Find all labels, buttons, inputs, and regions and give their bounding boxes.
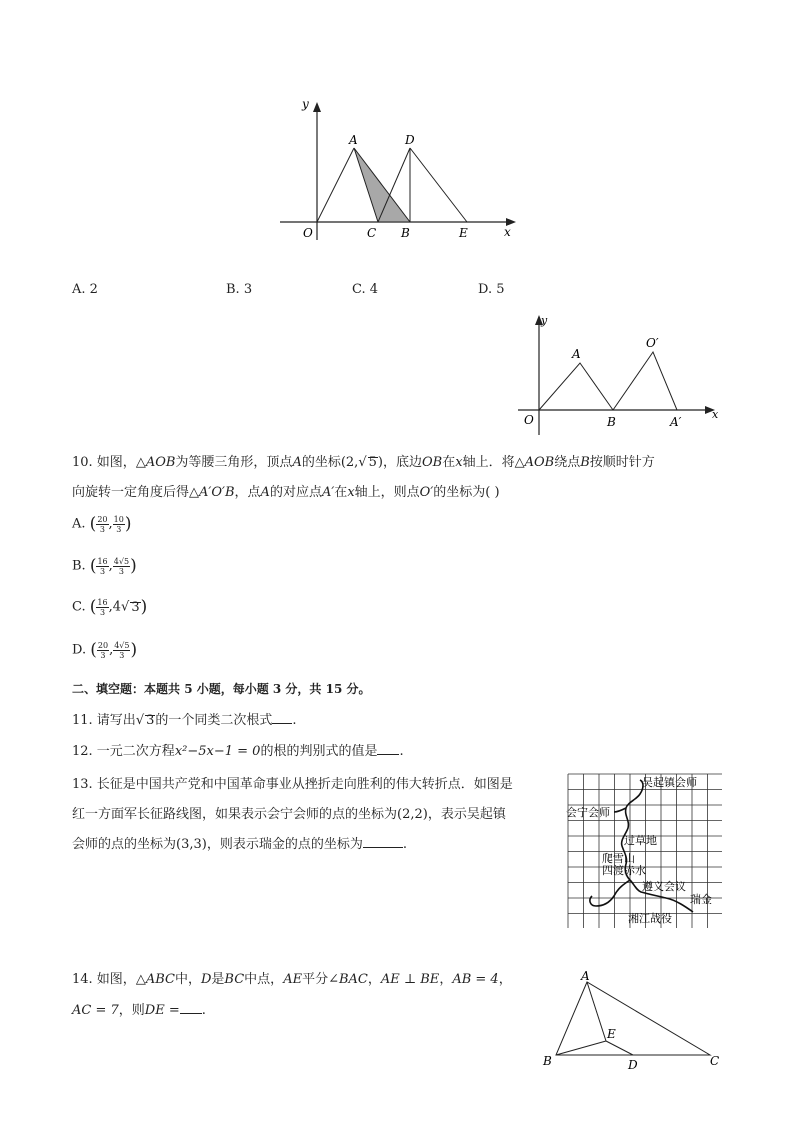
label-B: B [543, 1054, 552, 1068]
label-xiangjiang: 湘江战役 [628, 912, 672, 925]
label-y: y [302, 97, 309, 111]
label-y: y [541, 314, 548, 327]
label-xueshan: 爬雪山 [602, 852, 635, 865]
q13-line3: 会师的点的坐标为(3,3)，则表示瑞金的点的坐标为 . [72, 837, 407, 852]
label-A-prime: A′ [670, 415, 682, 429]
q9-option-c: C. 4 [352, 282, 379, 297]
q14-line2: AC = 7，则DE = . [72, 1003, 206, 1018]
q13-line2: 红一方面军长征路线图，如果表示会宁会师的点的坐标为(2,2)，表示吴起镇 [72, 807, 506, 822]
answer-blank[interactable] [363, 847, 403, 848]
q10-line2: 向旋转一定角度后得△A′O′B，点A的对应点A′在x轴上，则点O′的坐标为( ) [72, 485, 500, 500]
label-C: C [710, 1054, 720, 1068]
label-x: x [712, 408, 719, 421]
label-O-prime: O′ [646, 336, 659, 350]
label-E: E [607, 1027, 616, 1041]
label-O: O [303, 226, 313, 240]
label-zunyi: 遵义会议 [642, 880, 686, 893]
label-wuqi: 吴起镇会师 [642, 776, 697, 789]
label-D: D [628, 1058, 638, 1072]
label-chishui: 四渡赤水 [602, 864, 646, 877]
label-ruijin: 瑞金 [690, 893, 712, 906]
label-O: O [524, 413, 534, 427]
label-A: A [572, 347, 581, 361]
label-huining: 会宁会师 [566, 806, 610, 819]
q11: 11. 请写出√ 3的一个同类二次根式 . [72, 713, 297, 728]
q10-option-c: C. ( $\frac{16}{3}$ ,4√ 3) [72, 597, 148, 617]
figure-q14 [538, 968, 728, 1073]
q9-option-d: D. 5 [478, 282, 505, 297]
q14-line1: 14. 如图，△ABC中，D是BC中点，AE平分∠BAC，AE ⊥ BE，AB = 4， [72, 972, 512, 987]
label-x: x [504, 225, 511, 239]
label-A: A [349, 133, 358, 147]
figure-q10 [510, 310, 725, 440]
figure-q9 [270, 90, 530, 245]
q10-option-d: D. ( $\frac{20}{3}$ , $\frac{4√5}{3}$ ) [72, 640, 138, 660]
q10-line1: 10. 如图，△AOB为等腰三角形，顶点A的坐标(2,√ 5)，底边OB在x轴上．将△AOB绕点B按顺时针方 [72, 455, 655, 470]
q12: 12. 一元二次方程x²−5x−1 = 0的根的判别式的值是 . [72, 744, 404, 759]
label-D: D [405, 133, 415, 147]
answer-blank[interactable] [180, 1013, 202, 1014]
label-A: A [581, 969, 590, 983]
label-B: B [607, 415, 616, 429]
q9-option-a: A. 2 [72, 282, 98, 297]
label-C: C [367, 226, 377, 240]
label-E: E [459, 226, 468, 240]
answer-blank[interactable] [377, 754, 399, 755]
q10-option-a: A. ( $\frac{20}{3}$ , $\frac{10}{3}$ ) [72, 514, 132, 534]
q9-option-b: B. 3 [226, 282, 253, 297]
label-B: B [401, 226, 410, 240]
section-heading: 二、填空题：本题共 5 小题，每小题 3 分，共 15 分。 [72, 682, 371, 696]
label-caodi: 过草地 [624, 834, 657, 847]
q10-option-b: B. ( $\frac{16}{3}$ , $\frac{4√5}{3}$ ) [72, 556, 137, 576]
q13-line1: 13. 长征是中国共产党和中国革命事业从挫折走向胜利的伟大转折点．如图是 [72, 777, 513, 792]
answer-blank[interactable] [272, 723, 292, 724]
long-march-map [566, 772, 722, 928]
